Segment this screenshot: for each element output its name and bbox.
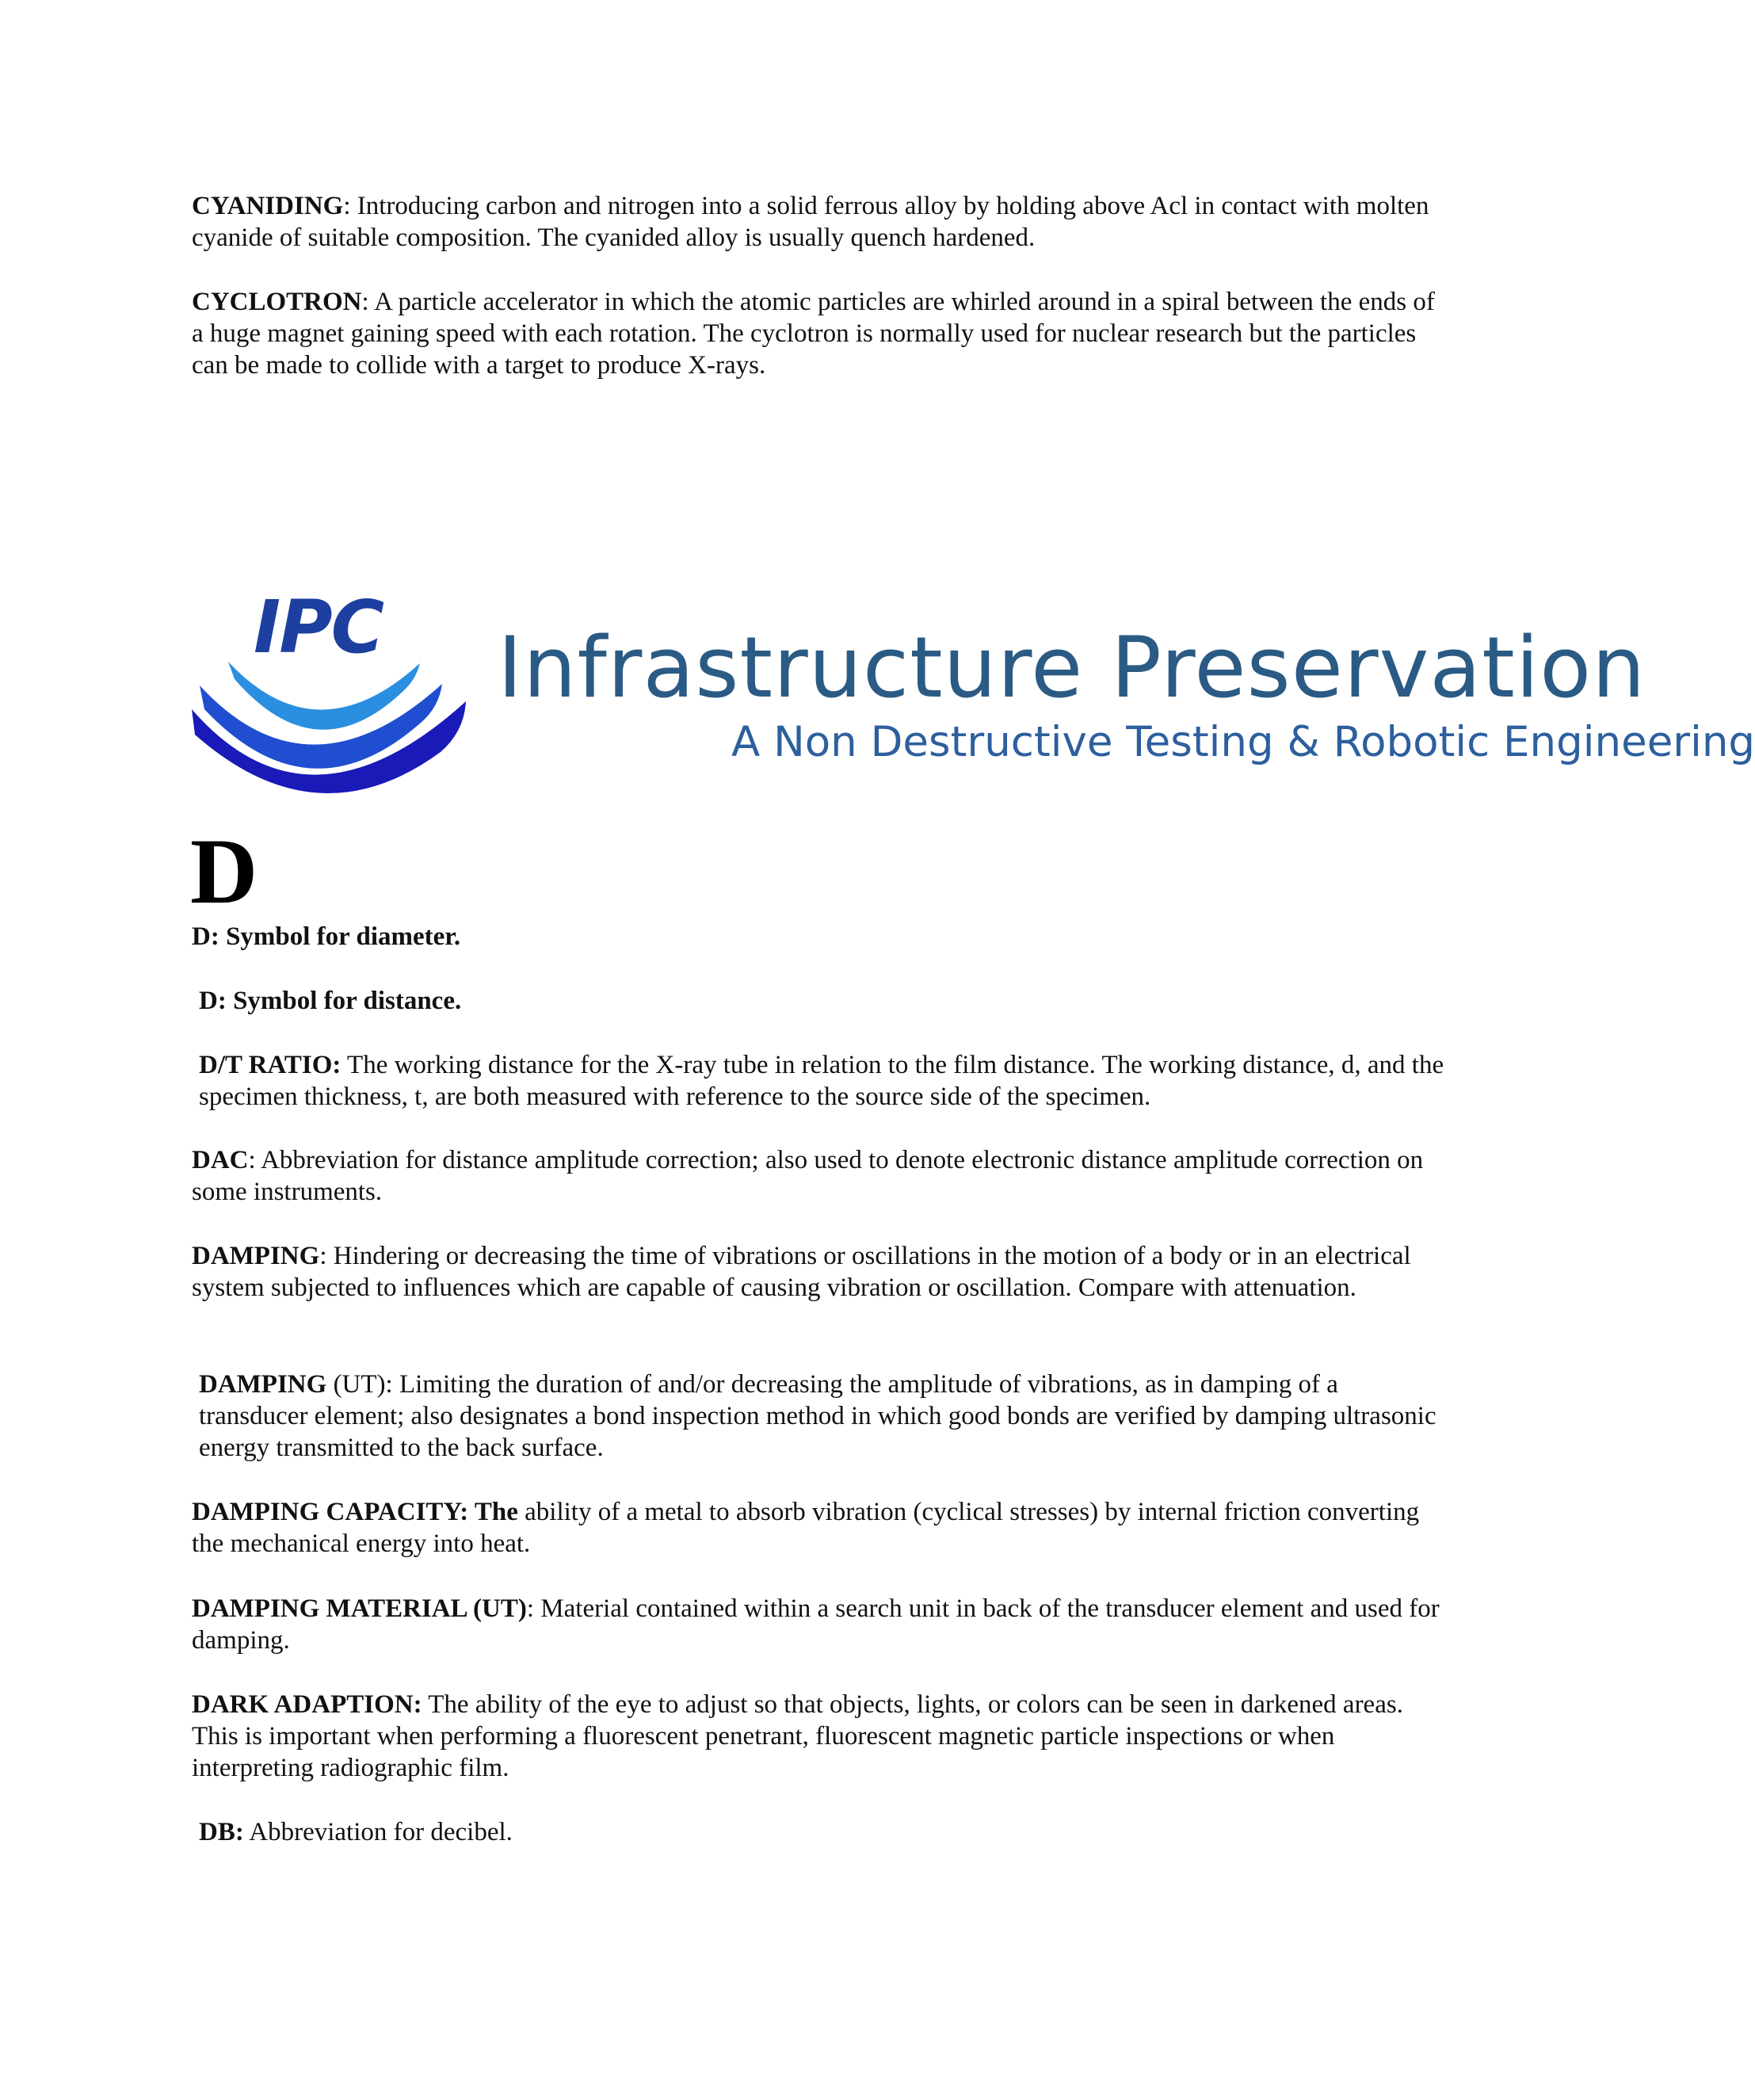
entry-term: D/T RATIO: — [199, 1051, 341, 1079]
entry-definition: Abbreviation for decibel. — [243, 1818, 513, 1846]
entry-definition: : Introducing carbon and nitrogen into a solid ferrous alloy by holding above Acl in contact with molten cyanide of suitable composition. The cyanided alloy is usually quench hardened. — [192, 192, 1429, 252]
logo-mark-text: IPC — [254, 585, 383, 670]
entry-damping-capacity — [192, 1496, 1444, 1560]
entry-cyaniding — [192, 190, 1444, 254]
entry-damping-ut — [192, 1369, 1451, 1464]
entry-definition: The working distance for the X-ray tube in relation to the film distance. The working distance, d, and the specimen thickness, t, are both measured with reference to the source side of the specimen. — [199, 1051, 1444, 1111]
entry-damping-material — [192, 1593, 1444, 1656]
entry-definition: (UT): Limiting the duration of and/or decreasing the amplitude of vibrations, as in damping of a transducer element; also designates a bond inspection method in which good bonds are verified by damping ultrasonic energy transmitted to the back surface. — [199, 1370, 1436, 1462]
entry-definition: : Hindering or decreasing the time of vibrations or oscillations in the motion of a body or in an electrical system subjected to influences which are capable of causing vibration or oscillation. Compare with attenuation. — [192, 1242, 1411, 1302]
logo-tagline: A Non Destructive Testing & Robotic Engineering — [731, 718, 1755, 766]
entry-damping — [192, 1240, 1444, 1304]
entry-term: D: Symbol for diameter. — [192, 922, 461, 951]
company-logo-banner — [190, 585, 1755, 812]
entry-term: DAC — [192, 1146, 249, 1174]
entry-dt-ratio — [192, 1049, 1451, 1113]
entry-db — [192, 1816, 1451, 1848]
entry-term: CYCLOTRON — [192, 288, 362, 316]
entry-definition: The ability of the eye to adjust so that objects, lights, or colors can be seen in darkened areas. This is important when performing a fluorescent penetrant, fluorescent magnetic particle inspections or when interpreting radiographic film. — [192, 1690, 1403, 1782]
ipc-logo-mark — [190, 585, 475, 812]
entry-term: DB: — [199, 1818, 244, 1846]
section-letter-heading: D — [190, 819, 258, 923]
entry-term: D: Symbol for distance. — [199, 987, 462, 1015]
entry-definition: : Abbreviation for distance amplitude correction; also used to denote electronic distance amplitude correction on some instruments. — [192, 1146, 1424, 1206]
entry-d-distance — [192, 985, 1451, 1017]
entry-term: DAMPING — [192, 1242, 320, 1270]
entry-term: CYANIDING — [192, 192, 344, 220]
entry-dac — [192, 1144, 1444, 1208]
logo-company-name: Infrastructure Preservation — [498, 619, 1646, 716]
entry-d-diameter — [192, 921, 1444, 953]
entry-definition: : A particle accelerator in which the atomic particles are whirled around in a spiral between the ends of a huge magnet gaining speed with each rotation. The cyclotron is normally used for nuclear research but the particles can be made to collide with a target to produce X-rays. — [192, 288, 1435, 380]
entry-term: DARK ADAPTION: — [192, 1690, 422, 1719]
entry-term: DAMPING CAPACITY: The — [192, 1498, 518, 1526]
logo-arc-inner — [228, 662, 420, 730]
entry-dark-adaption — [192, 1689, 1444, 1784]
entry-term: DAMPING — [199, 1370, 327, 1399]
entry-definition: : Material contained within a search unit in back of the transducer element and used for damping. — [192, 1594, 1440, 1655]
entry-term: DAMPING MATERIAL (UT) — [192, 1594, 527, 1623]
entry-definition: ability of a metal to absorb vibration (cyclical stresses) by internal friction converting the mechanical energy into heat. — [192, 1498, 1420, 1558]
entry-cyclotron — [192, 286, 1444, 381]
